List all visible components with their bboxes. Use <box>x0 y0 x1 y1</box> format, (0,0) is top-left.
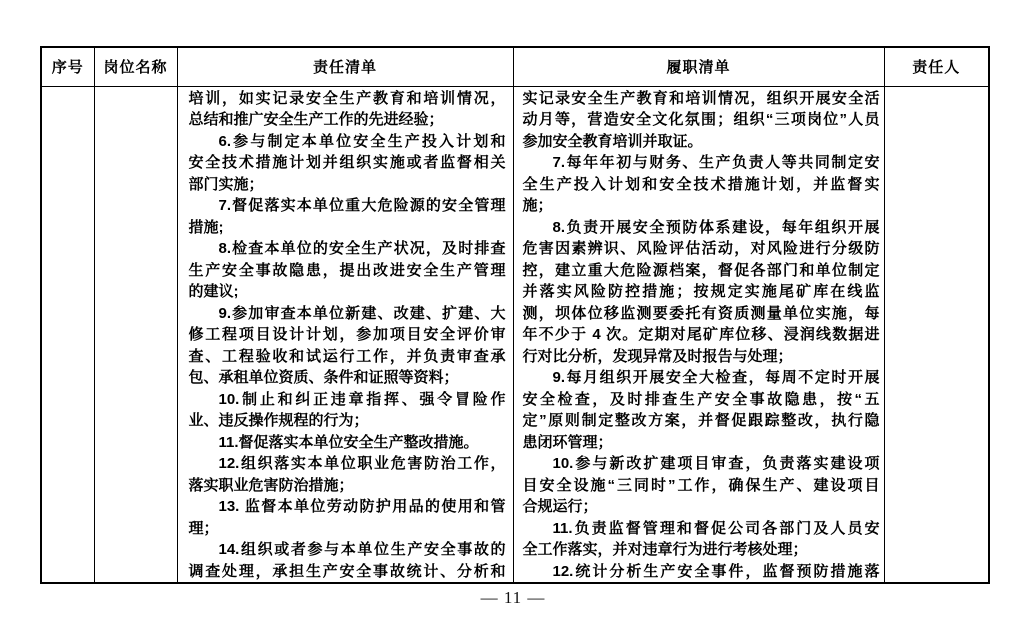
cell-serial-number <box>41 86 94 583</box>
text-line: 10.参与新改扩建项目审查，负责落实建设项 <box>552 455 880 472</box>
text-line: 修工程项目设计计划，参加项目安全评价审 <box>188 326 506 343</box>
text-line: 9.每月组织开展安全大检查，每周不定时开展 <box>552 369 880 386</box>
text-line: 9.参加审查本单位新建、改建、扩建、大 <box>218 304 506 322</box>
text-line: 12.组织落实本单位职业危害防治工作， <box>218 455 506 472</box>
text-line: 危害因素辨识、风险评估活动，对风险进行分级防 <box>522 240 880 257</box>
text-line: 措施; <box>188 218 224 236</box>
duty-list-text <box>189 88 506 583</box>
performance-list-text <box>523 88 880 583</box>
text-line: 定”原则制定整改方案，并督促跟踪整改，执行隐 <box>522 412 880 429</box>
text-line: 患闭环管理； <box>522 433 613 451</box>
text-line: 参加安全教育培训并取证。 <box>522 132 703 150</box>
text-line: 理； <box>188 519 219 537</box>
text-line: 落实职业危害防治措施； <box>188 476 354 494</box>
cell-performance-list <box>513 86 884 583</box>
text-line: 调查处理，承担生产安全事故统计、分析和 <box>188 562 506 580</box>
text-line: 动月等，营造安全文化氛围；组织“三项岗位”人员 <box>522 111 880 128</box>
text-line: 实记录安全生产教育和培训情况，组织开展安全活 <box>522 89 880 107</box>
header-performance-list: 履职清单 <box>513 47 884 86</box>
text-line: 包、承租单位资质、条件和证照等资料； <box>188 369 459 386</box>
text-line: 年不少于 4 次。定期对尾矿库位移、浸润线数据进 <box>522 326 880 343</box>
cell-position-name <box>94 86 177 583</box>
text-line: 合规运行； <box>522 498 598 515</box>
text-line: 12.统计分析生产安全事件，监督预防措施落 <box>552 562 880 580</box>
text-line: 14.组织或者参与本单位生产安全事故的 <box>218 541 506 558</box>
text-line: 7.每年年初与财务、生产负责人等共同制定安 <box>552 154 880 171</box>
header-position-name: 岗位名称 <box>94 47 177 86</box>
text-line: 全生产投入计划和安全技术措施计划，并监督实 <box>522 175 880 193</box>
text-line: 并落实风险防控措施；按规定实施尾矿库在线监 <box>522 283 880 300</box>
text-line: 的建议; <box>188 283 239 300</box>
text-line: 6.参与制定本单位安全生产投入计划和 <box>218 132 506 150</box>
text-line: 11.负责监督管理和督促公司各部门及人员安 <box>552 519 880 537</box>
text-line: 施； <box>522 197 553 214</box>
text-line: 测，坝体位移监测要委托有资质测量单位实施，每 <box>522 304 880 322</box>
text-line: 业、违反操作规程的行为； <box>188 412 369 429</box>
text-line: 7.督促落实本单位重大危险源的安全管理 <box>218 197 506 214</box>
text-line: 全工作落实，并对违章行为进行考核处理； <box>522 541 808 558</box>
text-line: 13. 监督本单位劳动防护用品的使用和管 <box>218 498 506 515</box>
text-line: 生产安全事故隐患，提出改进安全生产管理 <box>188 261 506 279</box>
text-line: 总结和推广安全生产工作的先进经验； <box>188 111 444 128</box>
responsibility-table <box>40 46 990 584</box>
header-responsible-person: 责任人 <box>884 47 989 86</box>
text-line: 控，建立重大危险源档案，督促各部门和单位制定 <box>522 261 880 279</box>
table-header-row <box>41 47 989 86</box>
text-line: 培训，如实记录安全生产教育和培训情况， <box>188 89 506 107</box>
text-line: 目安全设施“三同时”工作，确保生产、建设项目 <box>522 476 880 494</box>
page-number: — 11 — <box>480 588 546 607</box>
text-line: 行对比分析，发现异常及时报告与处理； <box>522 347 793 365</box>
header-duty-list: 责任清单 <box>177 47 513 86</box>
text-line: 查、工程验收和试运行工作，并负责审查承 <box>188 347 506 365</box>
text-line: 8.负责开展安全预防体系建设，每年组织开展 <box>552 218 880 236</box>
header-serial-number: 序号 <box>41 47 94 86</box>
text-line: 安全检查，及时排查生产安全事故隐患，按“五 <box>522 390 880 408</box>
cell-responsible-person <box>884 86 989 583</box>
table-body-row <box>41 86 989 583</box>
text-line: 10.制止和纠正违章指挥、强令冒险作 <box>218 390 506 408</box>
text-line: 11.督促落实本单位安全生产整改措施。 <box>218 433 479 451</box>
text-line: 部门实施； <box>188 175 264 193</box>
text-line: 8.检查本单位的安全生产状况，及时排查 <box>218 240 506 257</box>
text-line: 安全技术措施计划并组织实施或者监督相关 <box>188 154 506 171</box>
cell-duty-list <box>177 86 513 583</box>
